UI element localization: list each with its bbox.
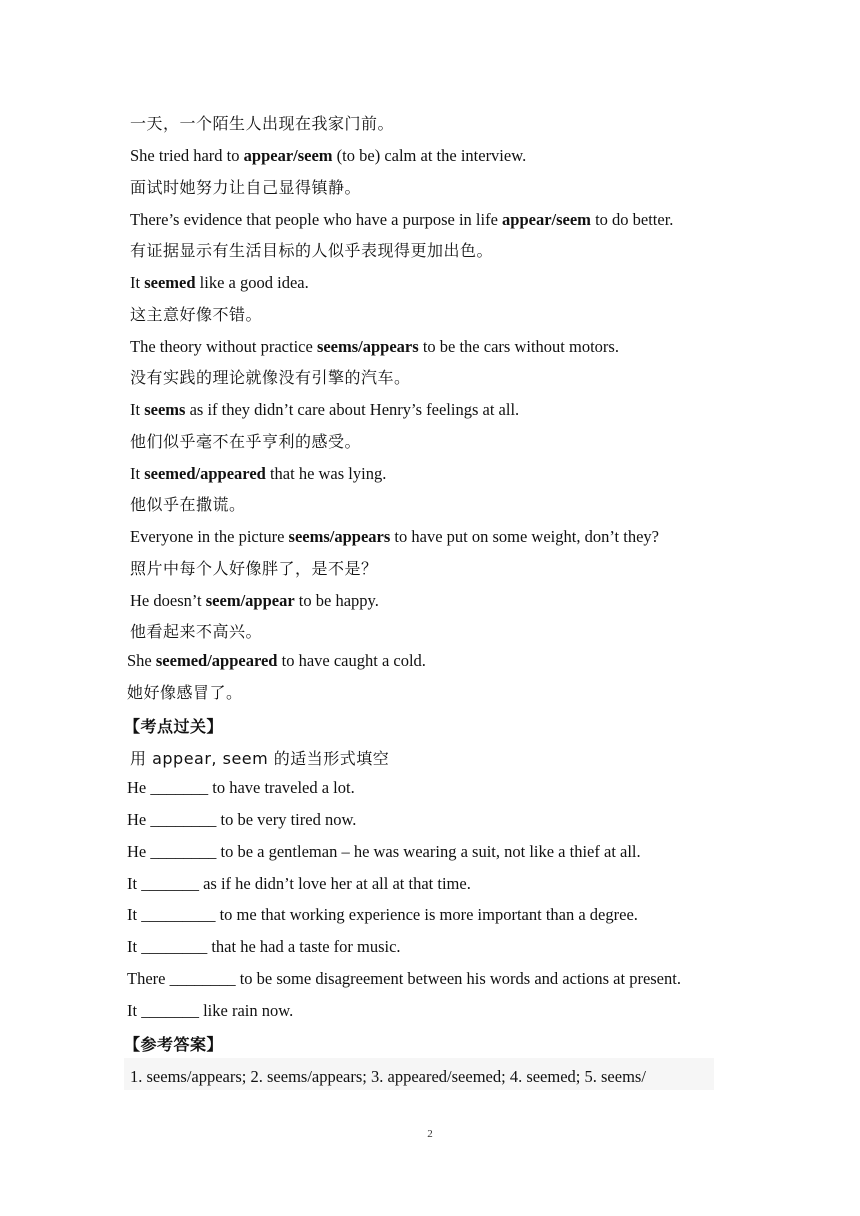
example-sentence: She tried hard to appear/seem (to be) calm at the interview.	[130, 146, 527, 165]
keyword: seems/appears	[316, 337, 419, 356]
example-translation: 这主意好像不错。	[130, 305, 263, 324]
example-translation: 他们似乎毫不在乎亨利的感受。	[130, 432, 362, 451]
example-translation: 照片中每个人好像胖了，是不是？	[130, 559, 378, 578]
example-sentence: It seems as if they didn’t care about Henry’s feelings at all.	[130, 400, 520, 419]
exercise-item: It _______ as if he didn’t love her at all at that time.	[127, 874, 471, 893]
keyword: seems/appears	[288, 527, 391, 546]
page-number: 2	[427, 1128, 433, 1140]
keyword: seemed	[144, 273, 196, 292]
example-translation: 面试时她努力让自己显得镇静。	[130, 178, 362, 197]
answers-text: 1. seems/appears; 2. seems/appears; 3. appeared/seemed; 4. seemed; 5. seems/	[130, 1067, 646, 1086]
example-sentence: There’s evidence that people who have a purpose in life appear/seem to do better.	[130, 210, 674, 229]
exercise-instruction: 用 appear, seem 的适当形式填空	[130, 749, 390, 768]
exercise-item: He ________ to be a gentleman – he was wearing a suit, not like a thief at all.	[127, 842, 641, 861]
example-translation: 有证据显示有生活目标的人似乎表现得更加出色。	[130, 241, 494, 260]
example-sentence: He doesn’t seem/appear to be happy.	[130, 591, 379, 610]
example-translation: 她好像感冒了。	[127, 683, 243, 702]
keyword: appear/seem	[502, 210, 591, 229]
exercise-item: It _______ like rain now.	[127, 1001, 294, 1020]
example-translation: 他似乎在撒谎。	[130, 495, 246, 514]
example-translation: 他看起来不高兴。	[130, 622, 263, 641]
exercise-item: It _________ to me that working experience is more important than a degree.	[127, 905, 638, 924]
exercise-item: It ________ that he had a taste for music.	[127, 937, 401, 956]
keyword: seem/appear	[205, 591, 295, 610]
exercise-item: He ________ to be very tired now.	[127, 810, 357, 829]
example-sentence: The theory without practice seems/appears to be the cars without motors.	[130, 337, 619, 356]
example-translation: 没有实践的理论就像没有引擎的汽车。	[130, 368, 411, 387]
example-sentence: She seemed/appeared to have caught a cold.	[127, 651, 426, 670]
exercise-item: There ________ to be some disagreement between his words and actions at present.	[127, 969, 681, 988]
exercise-heading: 【考点过关】	[124, 717, 224, 736]
keyword: seemed/appeared	[155, 651, 278, 670]
keyword: seemed/appeared	[144, 464, 266, 483]
answers-heading: 【参考答案】	[124, 1035, 224, 1054]
example-sentence: Everyone in the picture seems/appears to have put on some weight, don’t they?	[130, 527, 659, 546]
example-sentence: It seemed/appeared that he was lying.	[130, 464, 387, 483]
example-sentence: It seemed like a good idea.	[130, 273, 309, 292]
exercise-item: He _______ to have traveled a lot.	[127, 778, 355, 797]
example-translation: 一天，一个陌生人出现在我家门前。	[130, 114, 395, 133]
keyword: seems	[144, 400, 186, 419]
keyword: appear/seem	[243, 146, 333, 165]
